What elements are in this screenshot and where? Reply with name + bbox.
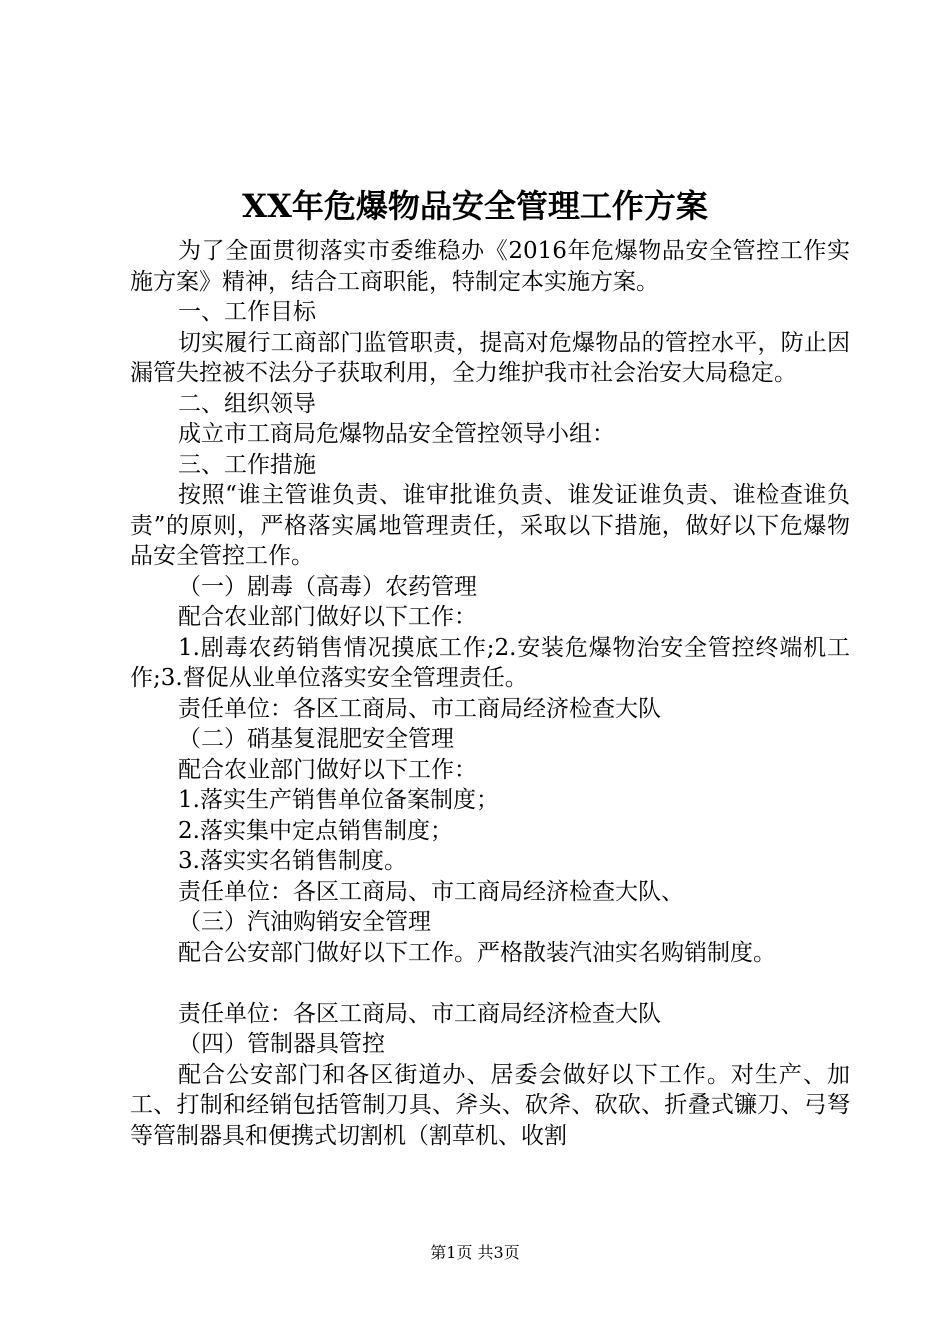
document-body — [130, 236, 850, 1151]
paragraph-work-measures: 按照“谁主管谁负责、谁审批谁负责、谁发证谁负责、谁检查谁负责”的原则，严格落实属地管理责任，采取以下措施，做好以下危爆物品安全管控工作。 — [130, 482, 850, 569]
paragraph-fertilizer-responsible: 责任单位：各区工商局、市工商局经济检查大队、 — [178, 878, 684, 905]
page-number: 第1页 共3页 — [430, 1243, 520, 1262]
heading-work-goal: 一、工作目标 — [178, 299, 316, 325]
paragraph-pesticide-intro: 配合农业部门做好以下工作： — [178, 604, 477, 630]
paragraph-pesticide-responsible: 责任单位：各区工商局、市工商局经济检查大队 — [178, 695, 661, 722]
paragraph-fertilizer-item-3: 3.落实实名销售制度。 — [178, 848, 407, 874]
subheading-gasoline: （三）汽油购销安全管理 — [178, 909, 431, 935]
subheading-pesticide: （一）剧毒（高毒）农药管理 — [178, 573, 477, 600]
paragraph-fertilizer-intro: 配合农业部门做好以下工作： — [178, 756, 477, 783]
paragraph-intro: 为了全面贯彻落实市委维稳办《2016年危爆物品安全管控工作实施方案》精神，结合工商职能，特制定本实施方案。 — [130, 238, 850, 295]
paragraph-gasoline: 配合公安部门做好以下工作。严格散装汽油实名购销制度。 — [178, 939, 776, 966]
document-title: XX年危爆物品安全管理工作方案 — [242, 187, 708, 225]
heading-work-measures: 三、工作措施 — [178, 451, 316, 478]
paragraph-work-goal: 切实履行工商部门监管职责，提高对危爆物品的管控水平，防止因漏管失控被不法分子获取利用，全力维护我市社会治安大局稳定。 — [130, 329, 850, 386]
paragraph-controlled-tools: 配合公安部门和各区街道办、居委会做好以下工作。对生产、加工、打制和经销包括管制刀具、斧头、砍斧、砍砍、折叠式镰刀、弓弩等管制器具和便携式切割机（割草机、收割 — [130, 1061, 850, 1149]
subheading-fertilizer: （二）硝基复混肥安全管理 — [178, 726, 454, 752]
paragraph-fertilizer-item-1: 1.落实生产销售单位备案制度； — [178, 787, 499, 813]
subheading-controlled-tools: （四）管制器具管控 — [178, 1031, 385, 1057]
paragraph-gasoline-responsible: 责任单位：各区工商局、市工商局经济检查大队 — [178, 1000, 661, 1027]
paragraph-fertilizer-item-2: 2.落实集中定点销售制度； — [178, 817, 453, 844]
paragraph-organization: 成立市工商局危爆物品安全管控领导小组： — [178, 421, 615, 447]
heading-organization: 二、组织领导 — [178, 390, 316, 417]
paragraph-pesticide-items: 1.剧毒农药销售情况摸底工作;2.安装危爆物治安全管控终端机工作;3.督促从业单位落实安全管理责任。 — [130, 634, 850, 691]
